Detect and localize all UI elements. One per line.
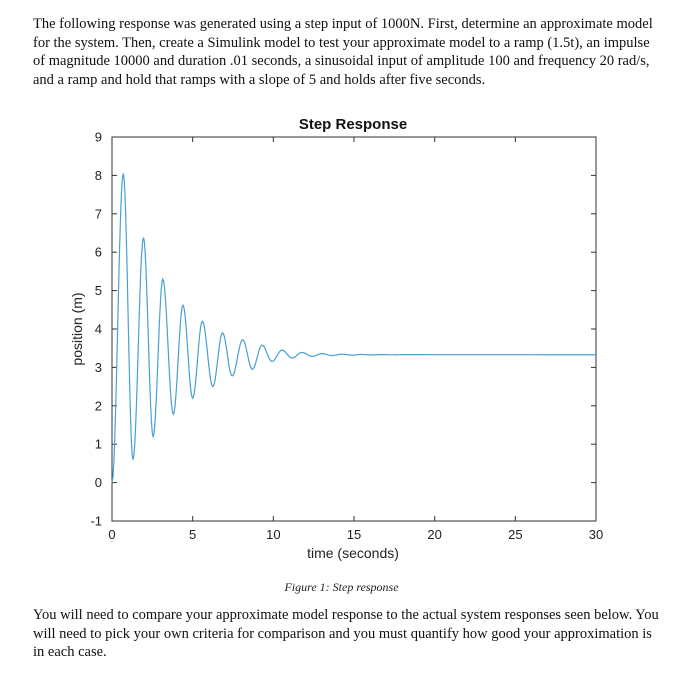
y-axis-label: position (m) [69, 292, 85, 366]
y-tick-label: 7 [94, 206, 102, 222]
x-tick-label: 20 [427, 527, 442, 542]
x-axis-label: time (seconds) [307, 545, 399, 561]
step-response-figure [0, 100, 683, 575]
y-tick-label: 4 [94, 321, 102, 337]
y-tick-label: 5 [94, 283, 102, 299]
y-tick-label: -1 [90, 513, 102, 529]
x-tick-label: 15 [346, 527, 362, 542]
intro-paragraph: The following response was generated using a step input of 1000N. First, determine an approximate model for the system. Then, create a Simulink model to test your approximate model to a ramp (1.5t), an impulse of magnitude 10000 and duration .01 seconds, a sinusoidal input of amplitude 100 and frequency 20 rad/s, and a ramp and hold that ramps with a slope of 5 and holds after five seconds. [33, 16, 653, 88]
y-tick-label: 9 [94, 129, 102, 145]
x-tick-label: 25 [508, 527, 523, 542]
y-tick-label: 1 [94, 436, 102, 452]
y-tick-label: 6 [94, 244, 102, 260]
y-tick-label: 2 [94, 398, 102, 414]
y-tick-label: 0 [94, 475, 102, 491]
x-tick-label: 10 [266, 527, 281, 542]
x-tick-label: 5 [189, 527, 197, 542]
plot-area [112, 137, 596, 521]
y-tick-label: 8 [94, 167, 102, 183]
x-tick-label: 0 [108, 527, 116, 542]
chart-title: Step Response [298, 116, 408, 133]
closing-paragraph: You will need to compare your approximate model response to the actual system responses seen below. You will need to pick your own criteria for comparison and you must quantify how good your approximation is in each case. [33, 607, 659, 661]
figure-caption: Figure 1: Step response [284, 580, 399, 594]
y-tick-label: 3 [94, 359, 102, 375]
x-tick-label: 30 [588, 527, 604, 542]
